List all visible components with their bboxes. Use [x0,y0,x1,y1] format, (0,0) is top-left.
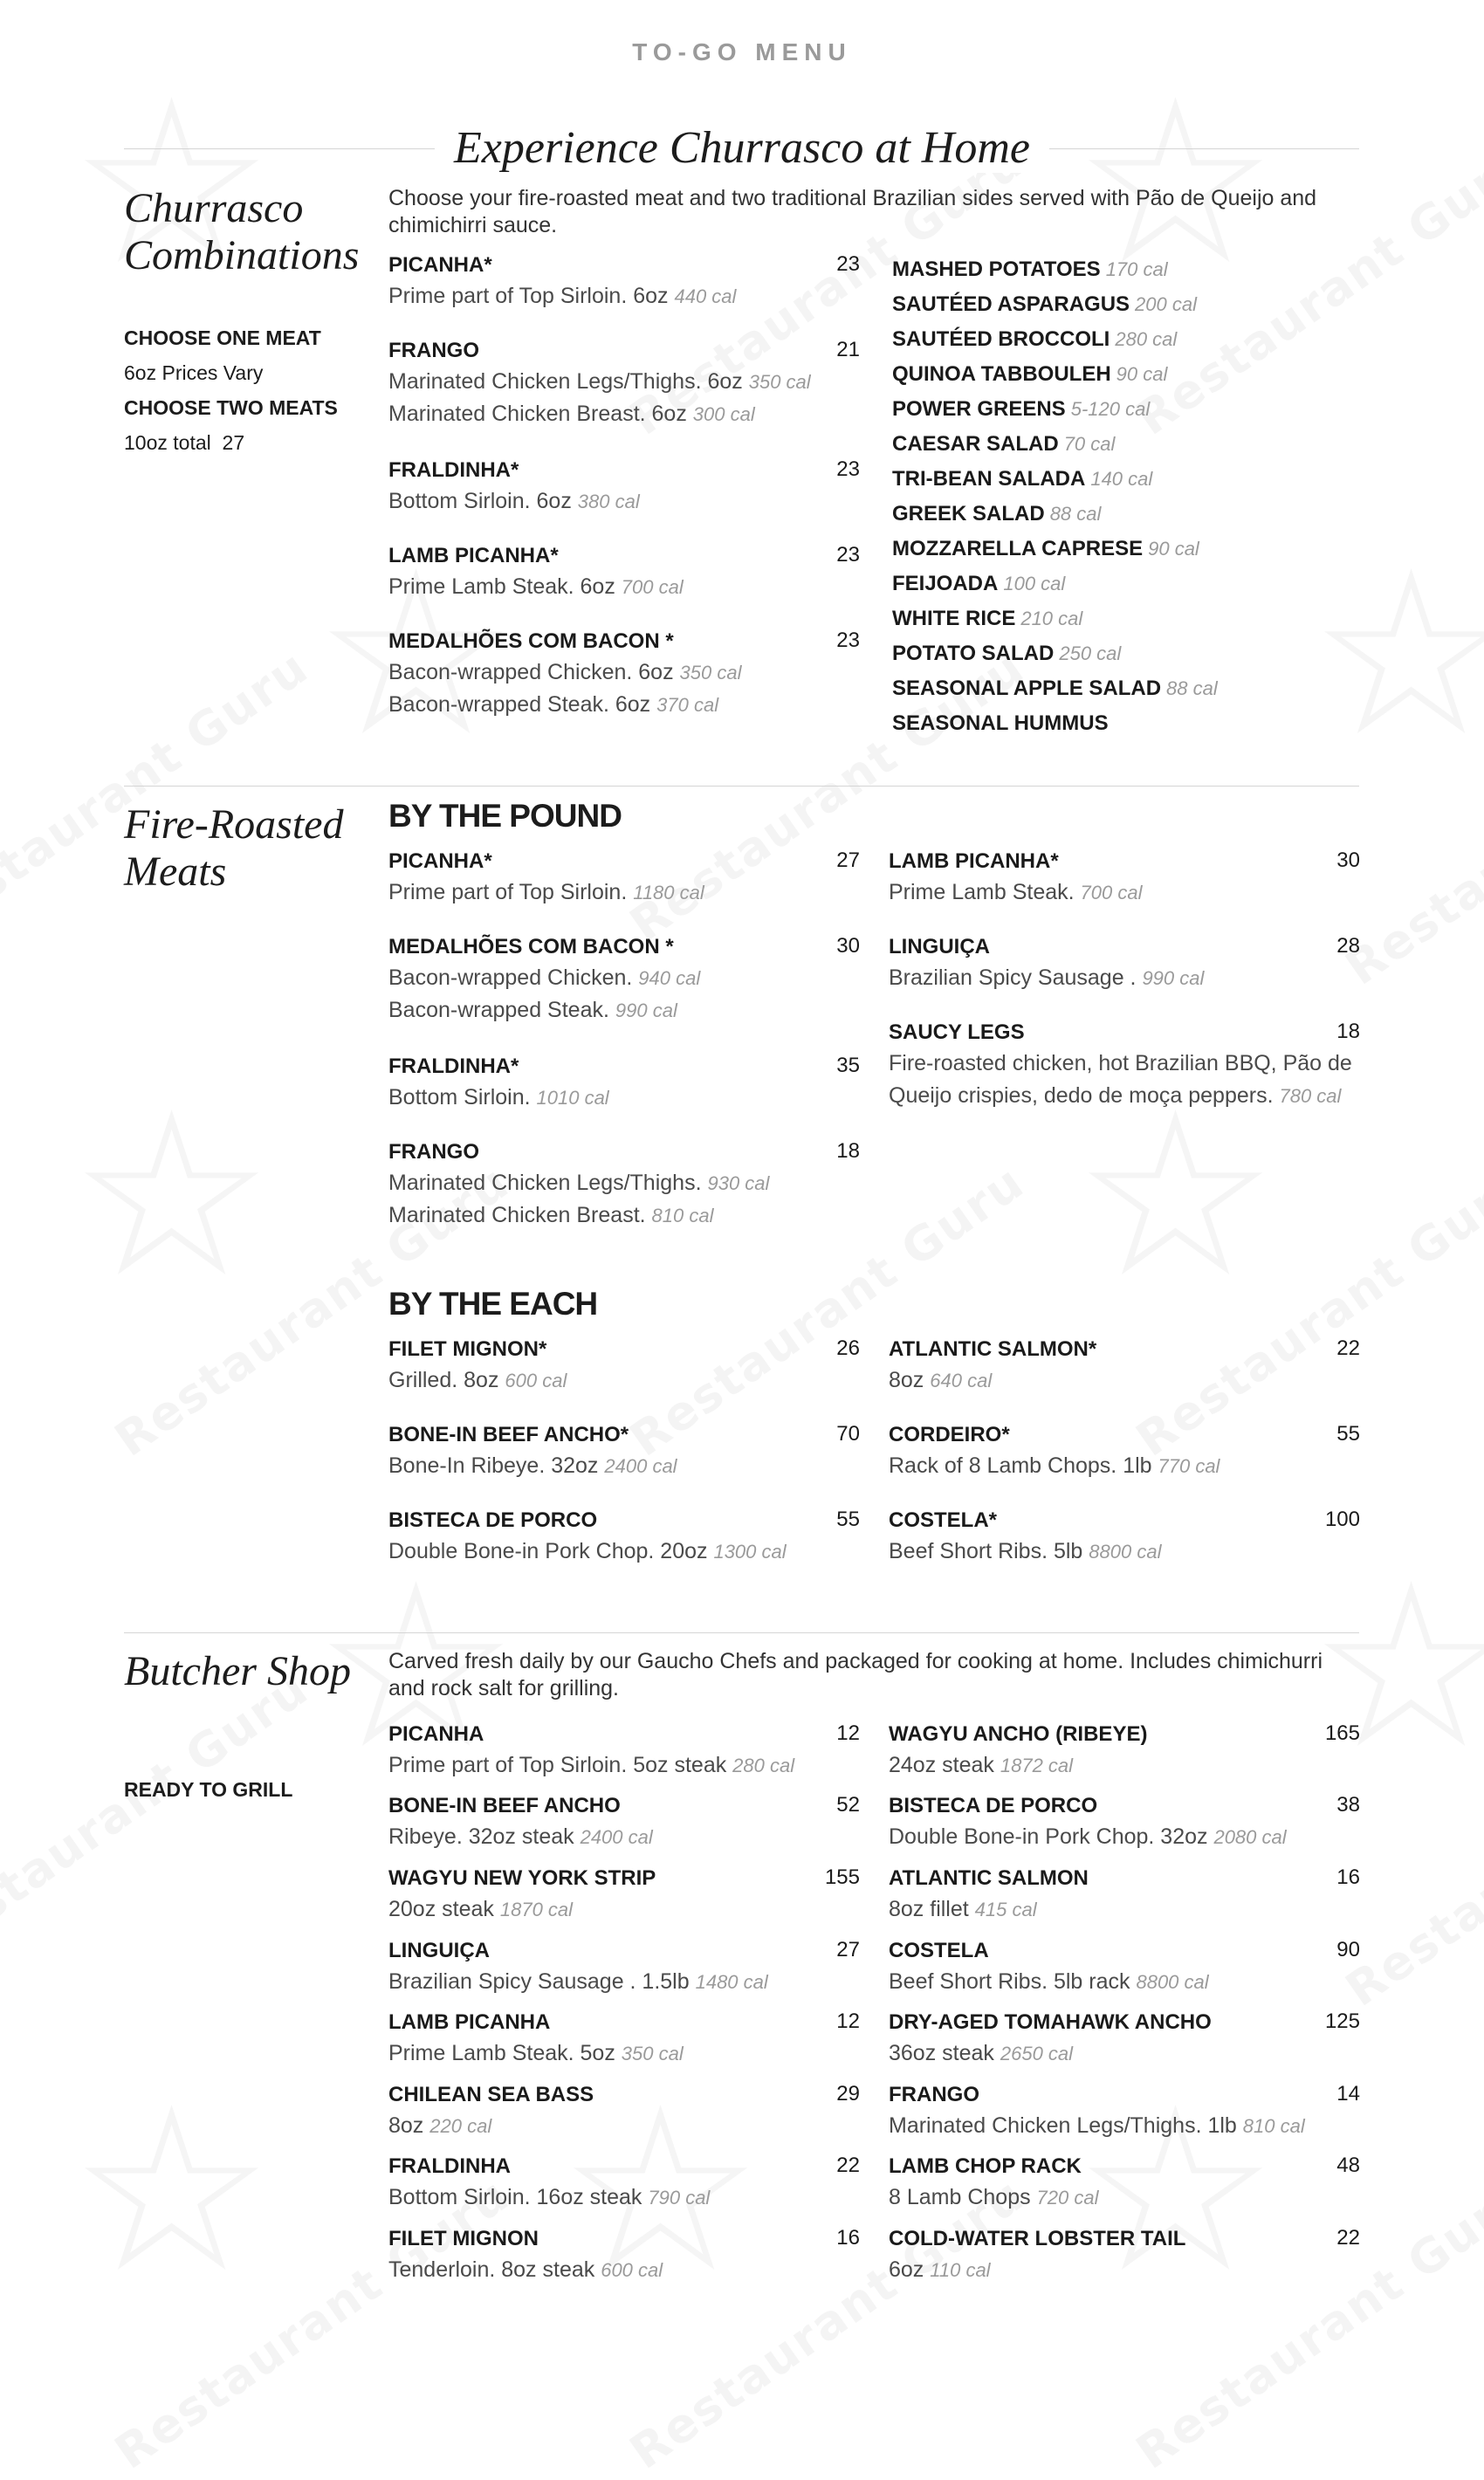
item-name: LAMB PICANHA* [889,849,1059,873]
side-name: POTATO SALAD [892,642,1055,665]
side-item [892,252,1218,287]
menu-item [889,1335,1360,1397]
watermark-text [0,639,319,951]
item-description: Bacon-wrapped Chicken. 6oz 350 cal [388,660,742,684]
item-description: Bottom Sirloin. 16oz steak 790 cal [388,2185,711,2209]
side-item [892,287,1218,322]
item-name: LAMB CHOP RACK [889,2154,1082,2178]
side-item [892,497,1218,532]
menu-item [388,251,860,313]
item-price: 14 [1336,2082,1360,2106]
item-name: DRY-AGED TOMAHAWK ANCHO [889,2010,1212,2034]
item-price: 26 [836,1336,860,1360]
calorie-count: 8800 cal [1136,1971,1209,1993]
item-description: 24oz steak 1872 cal [889,1753,1074,1777]
item-name: MEDALHÕES COM BACON * [388,935,674,958]
calorie-count: 90 cal [1148,538,1199,560]
item-price: 90 [1336,1938,1360,1961]
calorie-count: 5-120 cal [1070,398,1151,420]
item-name: BISTECA DE PORCO [889,1794,1098,1817]
calorie-count: 720 cal [1036,2187,1099,2209]
item-description: Marinated Chicken Legs/Thighs. 1lb 810 cal [889,2113,1305,2138]
item-price: 22 [1336,1336,1360,1360]
combinations-intro: Choose your fire-roasted meat and two traditional Brazilian sides served with Pão de Queijo and chimichirri sauce. [388,186,1317,237]
side-item [892,357,1218,392]
item-name: CHILEAN SEA BASS [388,2083,594,2106]
item-name: COSTELA* [889,1508,998,1532]
item-price: 12 [836,1721,860,1745]
menu-item [889,932,1360,994]
side-item [892,462,1218,497]
item-price: 30 [1336,848,1360,872]
item-description: Beef Short Ribs. 5lb rack 8800 cal [889,1969,1209,1994]
section-title-fire-roasted: Fire-Roasted Meats [124,801,344,895]
calorie-count: 280 cal [1115,328,1178,350]
item-description: Bone-In Ribeye. 32oz 2400 cal [388,1453,677,1478]
calorie-count: 990 cal [1142,967,1205,989]
side-name: QUINOA TABBOULEH [892,362,1111,386]
item-price: 125 [1324,2009,1360,2033]
item-price: 155 [824,1865,860,1889]
star-fork-logo-icon [1309,541,1484,768]
choose-two-price: 27 [222,431,245,454]
by-the-pound-heading: BY THE POUND [388,798,622,834]
side-name: SEASONAL APPLE SALAD [892,677,1162,700]
calorie-count: 380 cal [577,491,640,512]
calorie-count: 700 cal [1080,882,1143,903]
side-item [892,636,1218,671]
item-price: 55 [836,1508,860,1531]
by-the-each-heading: BY THE EACH [388,1286,598,1322]
menu-item [388,2008,860,2070]
calorie-count: 440 cal [674,285,737,307]
calorie-count: 88 cal [1049,503,1102,525]
calorie-count: 770 cal [1158,1455,1220,1477]
item-description: Double Bone-in Pork Chop. 20oz 1300 cal [388,1539,787,1563]
section-title-combinations: Churrasco Combinations [124,185,360,278]
item-price: 38 [1336,1793,1360,1817]
calorie-count: 810 cal [651,1205,714,1226]
calorie-count: 170 cal [1105,258,1168,280]
item-description: Bacon-wrapped Steak. 6oz 370 cal [388,692,719,717]
menu-item [388,2224,860,2286]
side-name: CAESAR SALAD [892,432,1059,456]
section-divider [124,786,1359,787]
calorie-count: 1300 cal [713,1541,787,1563]
item-description: Ribeye. 32oz steak 2400 cal [388,1824,653,1849]
item-name: FRANGO [388,1140,479,1164]
menu-item [889,2080,1360,2142]
calorie-count: 350 cal [679,662,742,684]
menu-item [889,2152,1360,2214]
item-name: WAGYU ANCHO (RIBEYE) [889,1722,1148,1746]
item-description: Bacon-wrapped Steak. 990 cal [388,998,677,1022]
item-description: 8oz 220 cal [388,2113,492,2138]
menu-item [889,2224,1360,2286]
calorie-count: 140 cal [1090,468,1153,490]
item-description: 6oz 110 cal [889,2257,991,2282]
item-price: 27 [836,1938,860,1961]
calorie-count: 70 cal [1063,433,1116,455]
item-price: 23 [836,252,860,276]
item-price: 28 [1336,934,1360,958]
item-description: Marinated Chicken Breast. 6oz 300 cal [388,402,755,426]
item-name: SAUCY LEGS [889,1020,1025,1044]
item-price: 16 [836,2226,860,2250]
calorie-count: 1180 cal [633,882,704,903]
side-item [892,532,1218,567]
menu-item [388,1936,860,1998]
side-name: SAUTÉED ASPARAGUS [892,292,1130,316]
watermark-text [620,2167,1034,2479]
star-fork-logo-icon [70,2078,273,2305]
item-description: Brazilian Spicy Sausage . 1.5lb 1480 cal [388,1969,768,1994]
choose-one-size: 6oz [124,361,157,384]
calorie-count: 1872 cal [1000,1755,1074,1776]
item-name: CORDEIRO* [889,1423,1010,1446]
item-description: Rack of 8 Lamb Chops. 1lb 770 cal [889,1453,1220,1478]
page-headline [0,122,1484,174]
item-price: 29 [836,2082,860,2106]
side-name: SEASONAL HUMMUS [892,711,1109,735]
calorie-count: 2400 cal [604,1455,677,1477]
calorie-count: 790 cal [648,2187,711,2209]
calorie-count: 2650 cal [1000,2043,1074,2064]
item-price: 16 [1336,1865,1360,1889]
menu-item [889,1864,1360,1926]
item-description: Double Bone-in Pork Chop. 32oz 2080 cal [889,1824,1287,1849]
side-name: POWER GREENS [892,397,1066,421]
item-price: 21 [836,338,860,361]
calorie-count: 640 cal [930,1370,993,1391]
item-price: 18 [836,1139,860,1163]
item-price: 23 [836,629,860,652]
calorie-count: 810 cal [1242,2115,1305,2137]
item-description: Prime part of Top Sirloin. 6oz 440 cal [388,284,737,308]
item-description: Marinated Chicken Legs/Thighs. 6oz 350 cal [388,369,811,394]
item-name: BONE-IN BEEF ANCHO* [388,1423,629,1446]
item-description: Bottom Sirloin. 1010 cal [388,1085,609,1109]
item-name: FRALDINHA* [388,1055,519,1078]
item-description: Beef Short Ribs. 5lb 8800 cal [889,1539,1162,1563]
section-title-butcher-shop: Butcher Shop [124,1648,351,1694]
item-description: 8oz 640 cal [889,1368,993,1392]
side-name: MOZZARELLA CAPRESE [892,537,1144,560]
item-description: Marinated Chicken Breast. 810 cal [388,1203,714,1227]
side-item [892,567,1218,601]
combination-options [124,320,338,460]
item-price: 48 [1336,2154,1360,2177]
item-name: LAMB PICANHA [388,2010,551,2034]
item-name: FRANGO [388,339,479,362]
menu-item [889,847,1360,909]
item-name: PICANHA [388,1722,484,1746]
calorie-count: 415 cal [974,1899,1037,1920]
calorie-count: 200 cal [1135,293,1197,315]
item-description: Tenderloin. 8oz steak 600 cal [388,2257,663,2282]
item-name: BISTECA DE PORCO [388,1508,598,1532]
item-name: LAMB PICANHA* [388,544,559,567]
calorie-count: 1010 cal [536,1087,609,1109]
item-price: 22 [1336,2226,1360,2250]
item-name: WAGYU NEW YORK STRIP [388,1866,656,1890]
menu-item [388,847,860,909]
item-description: Prime part of Top Sirloin. 5oz steak 280 cal [388,1753,795,1777]
item-description: 20oz steak 1870 cal [388,1897,574,1921]
menu-item [388,1420,860,1482]
calorie-count: 600 cal [505,1370,567,1391]
side-name: FEIJOADA [892,572,999,595]
item-price: 100 [1324,1508,1360,1531]
menu-item [889,1720,1360,1782]
item-price: 23 [836,457,860,481]
side-name: TRI-BEAN SALADA [892,467,1086,491]
item-description: 8 Lamb Chops 720 cal [889,2185,1099,2209]
item-price: 27 [836,848,860,872]
calorie-count: 280 cal [732,1755,795,1776]
choose-two-size: 10oz total [124,431,211,454]
calorie-count: 930 cal [707,1172,770,1194]
menu-item [889,1791,1360,1853]
side-item [892,392,1218,427]
ready-to-grill-note: READY TO GRILL [124,1778,293,1801]
item-description: 36oz steak 2650 cal [889,2041,1074,2065]
menu-item [388,627,860,721]
menu-item [889,1506,1360,1568]
butcher-intro: Carved fresh daily by our Gaucho Chefs and packaged for cooking at home. Includes chimichurri and rock salt for grilling. [388,1649,1323,1700]
calorie-count: 220 cal [429,2115,492,2137]
item-name: LINGUIÇA [889,935,990,958]
calorie-count: 300 cal [692,403,755,425]
calorie-count: 2400 cal [580,1826,653,1848]
item-name: FRALDINHA* [388,458,519,482]
calorie-count: 88 cal [1166,677,1218,699]
calorie-count: 990 cal [615,1000,677,1021]
item-name: BONE-IN BEEF ANCHO [388,1794,621,1817]
menu-item [388,2080,860,2142]
section-divider [124,1632,1359,1633]
choose-one-label: CHOOSE ONE MEAT [124,326,321,349]
item-price: 23 [836,543,860,567]
calorie-count: 110 cal [930,2259,991,2281]
item-description: Marinated Chicken Legs/Thighs. 930 cal [388,1171,770,1195]
menu-type-label: TO-GO MENU [632,38,852,65]
calorie-count: 1480 cal [695,1971,768,1993]
calorie-count: 350 cal [621,2043,684,2064]
side-item [892,601,1218,636]
item-description: Prime part of Top Sirloin. 1180 cal [388,880,704,904]
menu-item [889,2008,1360,2070]
choose-two-detail [124,425,338,460]
calorie-count: 8800 cal [1089,1541,1162,1563]
side-name: SAUTÉED BROCCOLI [892,327,1110,351]
item-price: 22 [836,2154,860,2177]
side-name: MASHED POTATOES [892,258,1101,281]
menu-item [889,1420,1360,1482]
item-description: Prime Lamb Steak. 700 cal [889,880,1143,904]
calorie-count: 600 cal [601,2259,663,2281]
item-price: 12 [836,2009,860,2033]
star-fork-logo-icon [1074,1082,1277,1309]
calorie-count: 1870 cal [499,1899,574,1920]
menu-item [388,336,860,430]
calorie-count: 780 cal [1279,1085,1342,1107]
calorie-count: 250 cal [1059,642,1122,664]
item-name: LINGUIÇA [388,1939,490,1962]
calorie-count: 700 cal [621,576,684,598]
item-description: Brazilian Spicy Sausage . 990 cal [889,965,1205,990]
item-description: Prime Lamb Steak. 5oz 350 cal [388,2041,684,2065]
menu-item [889,1936,1360,1998]
side-item [892,706,1218,741]
calorie-count: 350 cal [748,371,811,393]
item-name: FRANGO [889,2083,979,2106]
menu-item [889,1018,1360,1112]
choose-two-label: CHOOSE TWO MEATS [124,396,338,419]
headline-text: Experience Churrasco at Home [435,123,1049,173]
menu-item [388,541,860,603]
calorie-count: 100 cal [1003,573,1066,594]
menu-item [388,1791,860,1853]
side-name: WHITE RICE [892,607,1016,630]
item-name: ATLANTIC SALMON* [889,1337,1097,1361]
choose-one-price: Prices Vary [161,361,264,384]
calorie-count: 370 cal [656,694,719,716]
calorie-count: 2080 cal [1213,1826,1287,1848]
item-price: 165 [1324,1721,1360,1745]
item-price: 55 [1336,1422,1360,1446]
menu-item [388,1864,860,1926]
side-item [892,427,1218,462]
item-price: 35 [836,1054,860,1077]
item-description: Prime Lamb Steak. 6oz 700 cal [388,574,684,599]
item-name: PICANHA* [388,849,492,873]
item-name: PICANHA* [388,253,492,277]
menu-item [388,1720,860,1782]
side-item [892,671,1218,706]
watermark-text [0,1660,319,1973]
calorie-count: 940 cal [638,967,701,989]
calorie-count: 210 cal [1020,608,1083,629]
watermark-text [105,2167,519,2479]
menu-item [388,1137,860,1232]
side-name: GREEK SALAD [892,502,1045,526]
item-name: FRALDINHA [388,2154,511,2178]
menu-item [388,932,860,1027]
item-price: 52 [836,1793,860,1817]
item-description: Bottom Sirloin. 6oz 380 cal [388,489,640,513]
item-price: 70 [836,1422,860,1446]
item-price: 18 [1336,1020,1360,1043]
item-description: Grilled. 8oz 600 cal [388,1368,567,1392]
item-name: COSTELA [889,1939,989,1962]
item-price: 30 [836,934,860,958]
star-fork-logo-icon [70,1082,273,1309]
menu-item [388,1052,860,1114]
item-description: 8oz fillet 415 cal [889,1897,1037,1921]
watermark-text [1126,2167,1484,2479]
sides-list [892,252,1218,741]
item-name: FILET MIGNON [388,2227,539,2250]
menu-item [388,1335,860,1397]
item-name: ATLANTIC SALMON [889,1866,1089,1890]
menu-item [388,456,860,518]
side-item [892,322,1218,357]
menu-item [388,1506,860,1568]
choose-one-detail [124,355,338,390]
menu-item [388,2152,860,2214]
item-name: MEDALHÕES COM BACON * [388,629,674,653]
calorie-count: 90 cal [1116,363,1168,385]
item-description: Fire-roasted chicken, hot Brazilian BBQ, Pão de Queijo crispies, dedo de moça peppers. 780 cal [889,1051,1352,1108]
item-name: FILET MIGNON* [388,1337,547,1361]
item-name: COLD-WATER LOBSTER TAIL [889,2227,1186,2250]
item-description: Bacon-wrapped Chicken. 940 cal [388,965,701,990]
